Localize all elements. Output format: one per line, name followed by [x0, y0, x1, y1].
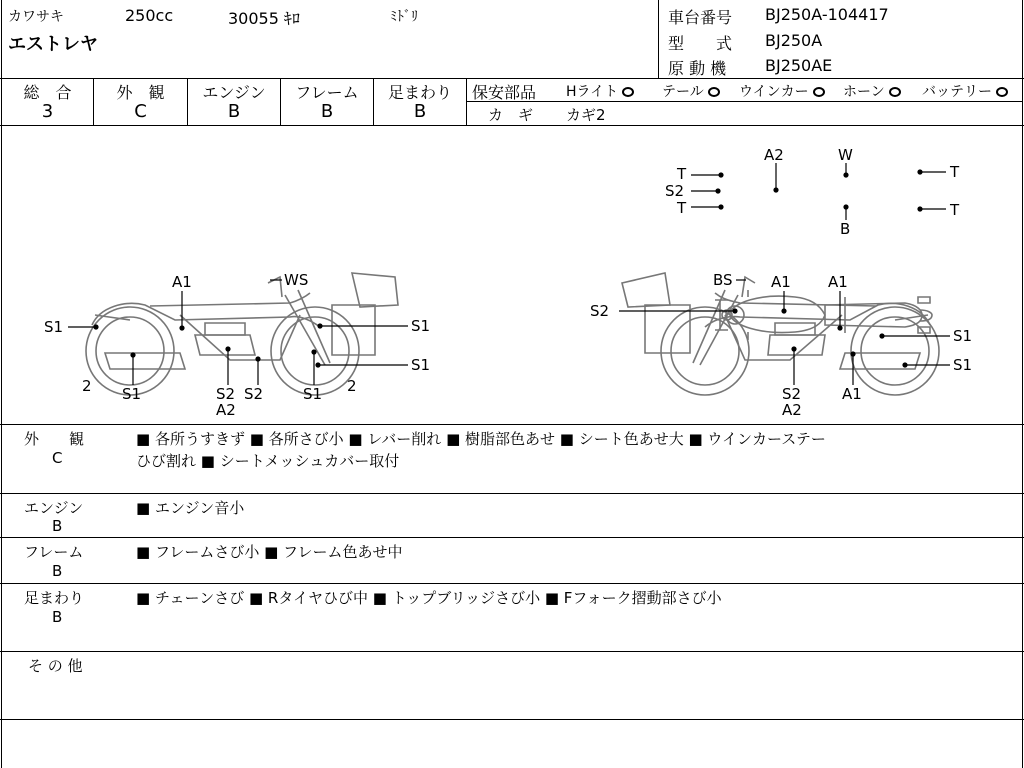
- label-top-b: B: [840, 220, 851, 238]
- remarks-line: [0, 493, 1024, 494]
- label-left-s1-front-upper: S1: [411, 317, 431, 335]
- mileage: 30055 ｷﾛ: [228, 9, 300, 28]
- label-left-s1-fork: S1: [303, 385, 323, 403]
- body-color: ﾐﾄﾞﾘ: [390, 9, 418, 25]
- overall-grade: 3: [41, 101, 54, 122]
- damage-diagram: [0, 125, 1024, 425]
- remarks-line: [0, 583, 1024, 584]
- safety-battery: バッテリー: [922, 81, 1008, 101]
- remarks-line: [0, 719, 1024, 720]
- right-side-bike-icon: [622, 273, 939, 395]
- displacement: 250cc: [125, 6, 174, 25]
- remarks-line: [0, 651, 1024, 652]
- label-top-a2: A2: [764, 146, 784, 164]
- label-left-ws: WS: [284, 271, 309, 289]
- label-left-2-front: 2: [347, 377, 357, 395]
- engine-number-label: 原 動 機: [668, 59, 727, 78]
- engine-number: BJ250AE: [765, 56, 833, 75]
- remark-grade-exterior: C: [52, 449, 63, 467]
- key-label: カ ギ: [488, 106, 534, 124]
- type-label: 型 式: [668, 34, 733, 53]
- suspension-grade: B: [413, 101, 427, 122]
- remark-text-exterior-2: ひび割れ ■ シートメッシュカバー取付: [136, 452, 400, 470]
- label-top-t2: T: [677, 199, 687, 217]
- label-left-s1-exhaust: S1: [122, 385, 142, 403]
- safety-headlight: Hライト: [566, 81, 634, 101]
- safety-parts-label: 保安部品: [472, 83, 537, 102]
- label-left-a1: A1: [172, 273, 192, 291]
- maker: カワサキ: [8, 9, 64, 25]
- grade-row-top-line: [0, 78, 1024, 79]
- safety-winker: ウインカー: [739, 81, 825, 101]
- frame-number: BJ250A-104417: [765, 5, 889, 24]
- remark-label-other: そ の 他: [28, 657, 83, 675]
- label-right-a1-seat: A1: [828, 273, 848, 291]
- suspension-label: 足まわり: [387, 83, 452, 102]
- key-value: カギ2: [566, 106, 606, 124]
- label-right-a2: A2: [782, 401, 802, 419]
- remark-label-exterior: 外 観: [24, 430, 85, 448]
- label-top-t4: T: [950, 201, 960, 219]
- overall-label: 総 合: [23, 83, 72, 102]
- frame-number-label: 車台番号: [668, 8, 733, 27]
- label-right-bs: BS: [713, 271, 733, 289]
- frame-grade: B: [320, 101, 334, 122]
- label-left-s1-front-lower: S1: [411, 356, 431, 374]
- ok-mark-icon: [622, 87, 634, 97]
- ok-mark-icon: [708, 87, 720, 97]
- label-right-s2-windscreen: S2: [590, 302, 610, 320]
- safety-divider: [466, 101, 1022, 102]
- header-divider: [658, 0, 659, 78]
- label-right-s1-lower: S1: [953, 356, 973, 374]
- label-top-t3: T: [950, 163, 960, 181]
- label-left-s1-rear: S1: [44, 318, 64, 336]
- label-right-a1-tank: A1: [771, 273, 791, 291]
- label-left-a2: A2: [216, 401, 236, 419]
- remark-label-suspension: 足まわり: [24, 589, 85, 607]
- ok-mark-icon: [889, 87, 901, 97]
- remark-grade-frame: B: [52, 562, 63, 580]
- remark-text-frame: ■ フレームさび小 ■ フレーム色あせ中: [136, 543, 403, 561]
- label-top-w: W: [838, 146, 853, 164]
- engine-label: エンジン: [202, 83, 266, 102]
- model-name: エストレヤ: [8, 34, 98, 55]
- label-left-s2-frame: S2: [244, 385, 264, 403]
- ok-mark-icon: [813, 87, 825, 97]
- remarks-line: [0, 537, 1024, 538]
- type-number: BJ250A: [765, 31, 823, 50]
- top-view-bike-icon: [715, 290, 932, 340]
- remark-grade-suspension: B: [52, 608, 63, 626]
- remarks-top-line: [0, 424, 1024, 425]
- safety-horn: ホーン: [843, 81, 901, 101]
- label-right-s1-upper: S1: [953, 327, 973, 345]
- frame-label: フレーム: [295, 83, 359, 102]
- label-left-2-rear: 2: [82, 377, 92, 395]
- label-left-s2-engine: S2: [216, 385, 236, 403]
- safety-tail: テール: [662, 81, 720, 101]
- exterior-grade: C: [134, 101, 147, 122]
- remark-grade-engine: B: [52, 517, 63, 535]
- label-top-t1: T: [677, 165, 687, 183]
- remark-label-frame: フレーム: [24, 543, 84, 561]
- label-top-s2: S2: [665, 182, 685, 200]
- ok-mark-icon: [996, 87, 1008, 97]
- label-right-a1-exhaust: A1: [842, 385, 862, 403]
- engine-grade: B: [227, 101, 241, 122]
- remark-text-exterior-1: ■ 各所うすきず ■ 各所さび小 ■ レバー削れ ■ 樹脂部色あせ ■ シート色あせ大 ■ ウインカーステー: [136, 430, 826, 448]
- exterior-label: 外 観: [116, 83, 165, 102]
- remark-text-engine: ■ エンジン音小: [136, 499, 245, 517]
- label-right-s2-engine: S2: [782, 385, 802, 403]
- remark-text-suspension: ■ チェーンさび ■ Rタイヤひび中 ■ トップブリッジさび小 ■ Fフォーク摺動部さび小: [136, 589, 722, 607]
- remark-label-engine: エンジン: [24, 499, 84, 517]
